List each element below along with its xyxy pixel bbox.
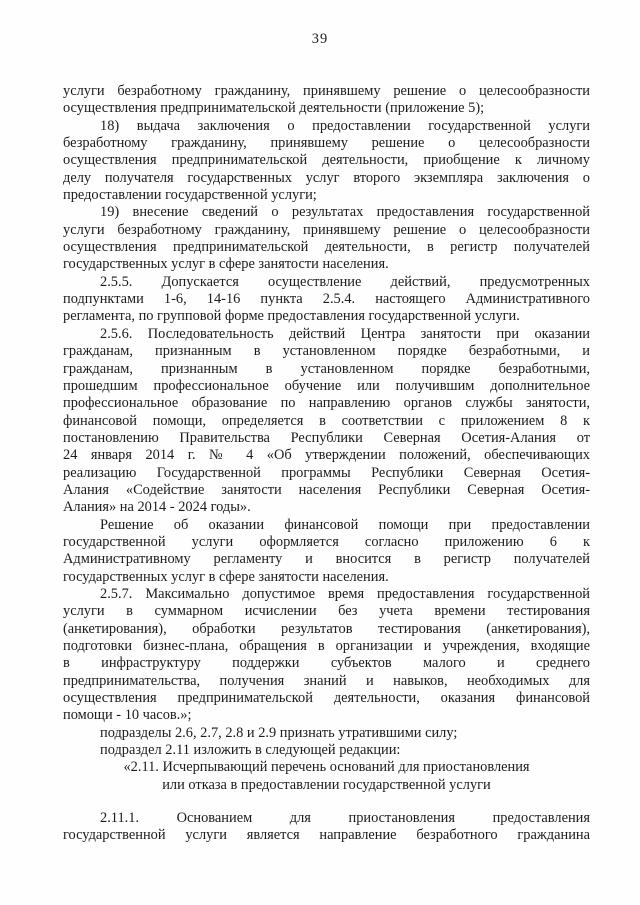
text-line: осуществления предпринимательской деятельности, приобщение к личному — [63, 152, 590, 169]
text-line: финансовой помощи, определяется в соответствии с приложением 8 к — [63, 412, 590, 429]
text-line: подпунктами 1-6, 14-16 пункта 2.5.4. настоящего Административного — [63, 291, 590, 308]
document-body — [63, 83, 590, 845]
text-line: 2.11.1. Основанием для приостановления предоставления — [100, 810, 590, 827]
text-line: в инфраструктуру поддержки субъектов малого и среднего — [63, 655, 590, 672]
text-line: безработному гражданину, принявшему решение о целесообразности — [63, 135, 590, 152]
text-line: государственной услуги является направление безработного гражданина — [63, 827, 590, 844]
text-line: Алания «Содействие занятости населения Республики Северная Осетия- — [63, 481, 590, 498]
text-line: государственных услуг в сфере занятости населения. — [63, 256, 389, 273]
text-line: гражданам, признанным в установленном порядке безработными, и — [63, 343, 590, 360]
text-line: подготовки бизнес-плана, обращения в организации и учреждения, входящие — [63, 638, 590, 654]
text-line: подраздел 2.11 изложить в следующей редакции: — [100, 742, 401, 759]
page-number: 39 — [311, 31, 329, 47]
blank-gap — [63, 794, 590, 810]
text-line: 18) выдача заключения о предоставлении государственной услуги — [100, 117, 590, 134]
text-line: государственных услуг в сфере занятости населения. — [63, 568, 389, 585]
text-line: прошедшим профессиональное обучение или получившим дополнительное — [63, 377, 590, 394]
text-line: подразделы 2.6, 2.7, 2.8 и 2.9 признать утратившими силу; — [100, 724, 458, 741]
text-line: гражданам, признанным в установленном порядке безработными, — [63, 360, 590, 377]
text-line: 2.5.5. Допускается осуществление действий, предусмотренных — [100, 273, 590, 290]
text-line: осуществления предпринимательской деятельности (приложение 5); — [63, 100, 485, 117]
text-line: услуги безработному гражданину, принявшему решение о целесообразности — [63, 221, 590, 238]
text-line: 2.5.6. Последовательность действий Центра занятости при оказании — [100, 325, 590, 342]
text-line: осуществления предпринимательской деятельности, оказания финансовой — [63, 690, 590, 707]
text-line: «2.11. Исчерпывающий перечень оснований для приостановления — [123, 759, 530, 776]
text-line: реализацию Государственной программы Республики Северная Осетия- — [63, 464, 590, 481]
text-line: профессиональное образование по направлению органов службы занятости, — [63, 395, 590, 412]
text-line: Решение об оказании финансовой помощи при предоставлении — [100, 516, 590, 533]
text-line: осуществления предпринимательской деятельности, в регистр получателей — [63, 239, 590, 256]
text-line: услуги в суммарном исчислении без учета времени тестирования — [63, 603, 590, 620]
text-line: услуги безработному гражданину, принявшему решение о целесообразности — [63, 83, 590, 99]
text-line: 24 января 2014 г. № 4 «Об утверждении положений, обеспечивающих — [63, 447, 590, 464]
text-line: предпринимательства, получения знаний и навыков, необходимых для — [63, 672, 590, 689]
text-line: предоставлении государственной услуги; — [63, 187, 317, 204]
text-line: помощи - 10 часов.»; — [63, 707, 192, 724]
text-line: государственной услуги оформляется согласно приложению 6 к — [63, 533, 590, 550]
text-line: или отказа в предоставлении государственной услуги — [162, 776, 491, 793]
text-line: Алания» на 2014 - 2024 годы». — [63, 499, 251, 516]
text-line: Административному регламенту и вносится в регистр получателей — [63, 551, 590, 568]
text-line: 2.5.7. Максимально допустимое время предоставления государственной — [100, 585, 590, 602]
text-line: (анкетирования), обработки результатов тестирования (анкетирования), — [63, 620, 590, 637]
text-line: регламента, по групповой форме предоставления государственной услуги. — [63, 308, 520, 325]
text-line: 19) внесение сведений о результатах предоставления государственной — [100, 204, 590, 221]
text-line: делу получателя государственных услуг второго экземпляра заключения о — [63, 169, 590, 186]
text-line: постановлению Правительства Республики Северная Осетия-Алания от — [63, 429, 590, 446]
